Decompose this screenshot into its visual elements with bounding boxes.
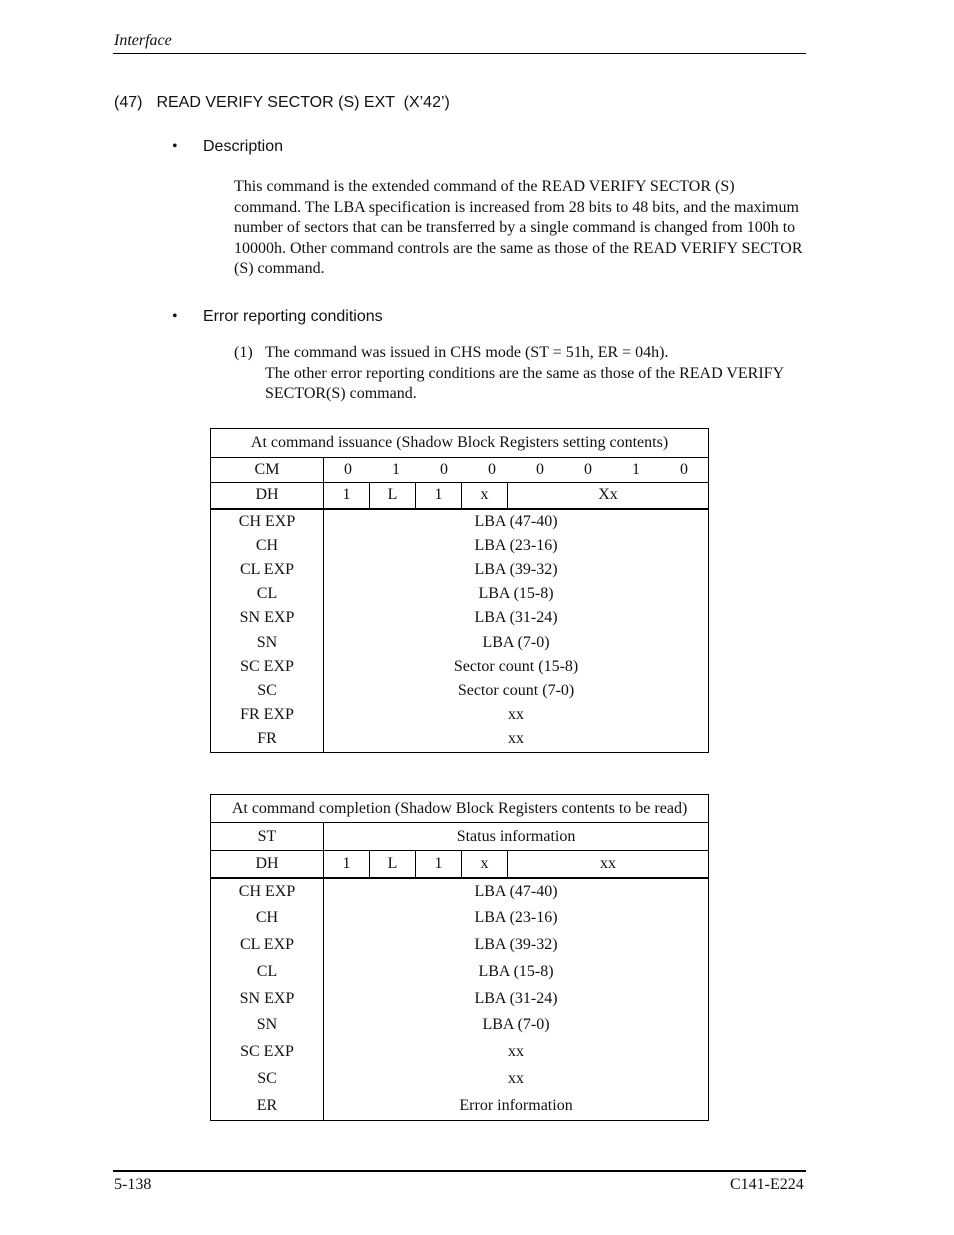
- register-label: SC: [257, 681, 277, 699]
- register-label: SN: [256, 633, 278, 651]
- register-value: LBA (23-16): [474, 536, 558, 554]
- cm-bit: 0: [584, 461, 592, 478]
- section-heading: [114, 94, 450, 112]
- register-labels-column: [211, 509, 324, 753]
- register-label: CH: [255, 909, 279, 927]
- register-label: CL: [256, 962, 278, 980]
- dh-bit-4: x: [462, 483, 508, 509]
- register-value: LBA (39-32): [474, 936, 558, 954]
- register-value: Sector count (7-0): [457, 681, 575, 699]
- register-value: Sector count (15-8): [453, 657, 579, 675]
- error-condition-line1: The command was issued in CHS mode (ST = 51h, ER = 04h).: [265, 344, 669, 361]
- register-value: LBA (47-40): [474, 882, 558, 900]
- register-label: SN: [256, 1016, 278, 1034]
- bullet-dot: •: [172, 308, 178, 325]
- bullet-description-label: Description: [203, 138, 284, 155]
- register-value: Error information: [459, 1096, 573, 1114]
- register-value: LBA (31-24): [474, 989, 558, 1007]
- register-value: LBA (31-24): [474, 609, 558, 627]
- register-value: LBA (15-8): [478, 962, 554, 980]
- table-caption: At command issuance (Shadow Block Registers setting contents): [211, 429, 709, 458]
- cm-bit: 0: [536, 461, 544, 478]
- error-condition-text: [265, 343, 785, 405]
- register-value: xx: [508, 730, 525, 748]
- register-value: xx: [508, 1043, 525, 1061]
- dh-bit-7: 1: [324, 483, 370, 509]
- document-code: C141-E224: [730, 1176, 804, 1193]
- register-label: CL EXP: [239, 560, 295, 578]
- dh-bit-5: 1: [416, 851, 462, 878]
- register-values-column: [324, 509, 709, 753]
- cm-bit: 0: [344, 461, 352, 478]
- register-value: xx: [508, 1070, 525, 1088]
- register-label-st: ST: [211, 823, 324, 851]
- register-label: SN EXP: [239, 989, 295, 1007]
- register-label: CH EXP: [238, 512, 296, 530]
- register-label: FR: [257, 730, 277, 748]
- bullet-error-label: Error reporting conditions: [203, 308, 383, 325]
- status-information: Status information: [324, 823, 709, 851]
- register-values-column: [324, 878, 709, 1121]
- dh-bit-5: 1: [416, 483, 462, 509]
- cm-bit: 0: [440, 461, 448, 478]
- description-paragraph: This command is the extended command of the READ VERIFY SECTOR (S) command. The LBA specification is increased from 28 bits to 48 bits, and the maximum number of sectors that can be transferred by a single command is changed from 100h to 10000h. Other command controls are the same as those of the READ VERIFY SECTOR (S) command.: [234, 178, 803, 277]
- header-rule: [113, 53, 806, 54]
- cm-bit: 0: [488, 461, 496, 478]
- dh-bits-3-0: xx: [508, 851, 709, 878]
- dh-bits-3-0: Xx: [508, 483, 709, 509]
- error-condition-number: (1): [234, 344, 253, 361]
- page-number: 5-138: [114, 1176, 152, 1193]
- register-label: SN EXP: [239, 609, 295, 627]
- register-label-dh: DH: [211, 851, 324, 878]
- register-value: LBA (7-0): [482, 633, 550, 651]
- cm-bit: 1: [392, 461, 400, 478]
- dh-bit-4: x: [462, 851, 508, 878]
- footer-rule: [113, 1170, 806, 1172]
- bullet-dot: •: [172, 138, 178, 155]
- section-title: READ VERIFY SECTOR (S) EXT (X’42’): [156, 94, 450, 111]
- register-label-cm: CM: [211, 458, 324, 483]
- dh-bit-6: L: [370, 483, 416, 509]
- table-command-completion: [210, 794, 709, 1121]
- running-header: Interface: [114, 32, 172, 49]
- register-value: LBA (15-8): [478, 585, 554, 603]
- register-value: LBA (23-16): [474, 909, 558, 927]
- register-label: FR EXP: [240, 706, 294, 724]
- error-condition-line2: The other error reporting conditions are the same as those of the READ VERIFY SECTOR(S) command.: [265, 364, 784, 402]
- table-caption: At command completion (Shadow Block Registers contents to be read): [211, 795, 709, 823]
- register-value: xx: [508, 706, 525, 724]
- register-label: CH: [255, 536, 279, 554]
- register-labels-column: [211, 878, 324, 1121]
- register-label: SC: [257, 1070, 277, 1088]
- cm-bits: [324, 458, 709, 483]
- register-value: LBA (39-32): [474, 560, 558, 578]
- error-condition-item: [234, 343, 794, 405]
- cm-bit: 0: [680, 461, 688, 478]
- bullet-description: [172, 138, 472, 160]
- dh-bit-6: L: [370, 851, 416, 878]
- register-label: CH EXP: [238, 882, 296, 900]
- register-label-dh: DH: [211, 483, 324, 509]
- register-label: SC EXP: [240, 657, 294, 675]
- register-value: LBA (7-0): [482, 1016, 550, 1034]
- section-number: (47): [114, 94, 143, 111]
- register-value: LBA (47-40): [474, 512, 558, 530]
- register-label: CL EXP: [239, 936, 295, 954]
- cm-bit: 1: [632, 461, 640, 478]
- bullet-error-conditions: [172, 308, 472, 330]
- register-label: CL: [256, 585, 278, 603]
- register-label: SC EXP: [240, 1043, 294, 1061]
- dh-bit-7: 1: [324, 851, 370, 878]
- register-label: ER: [256, 1096, 278, 1114]
- table-command-issuance: [210, 428, 709, 753]
